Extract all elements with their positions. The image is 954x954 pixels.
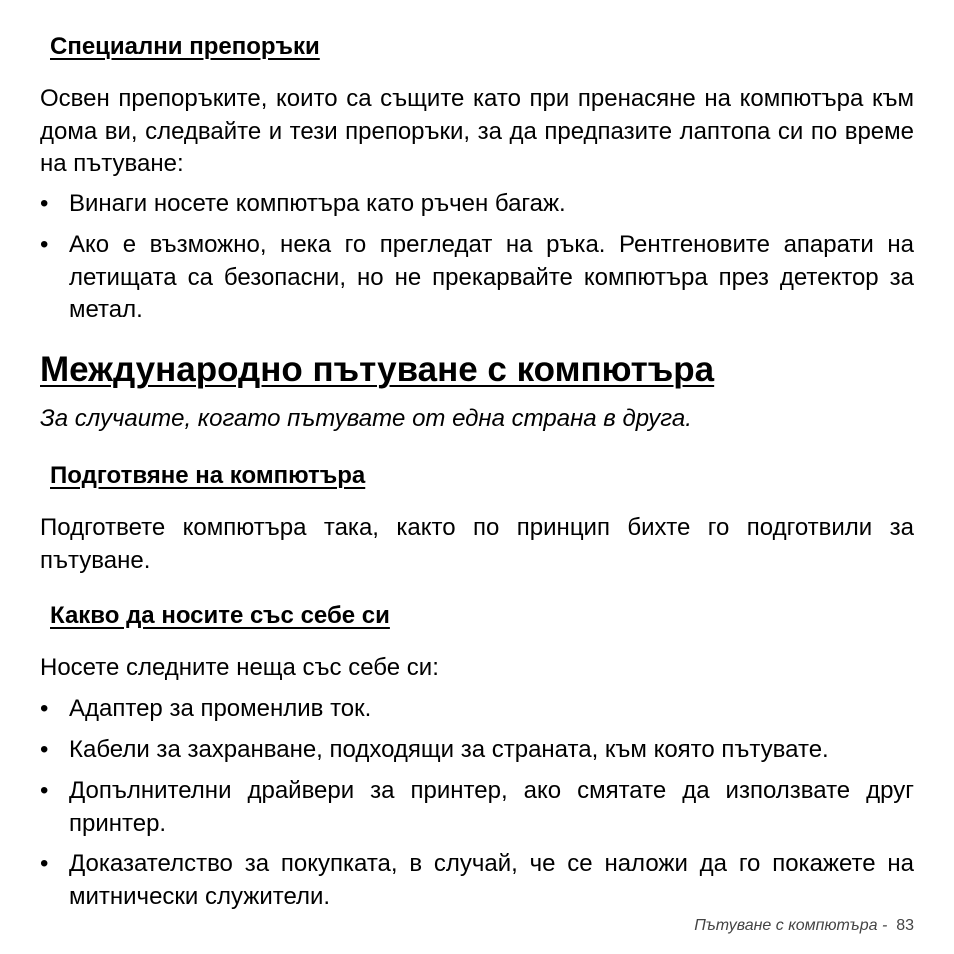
page-footer [694,917,914,935]
list-item [40,693,914,726]
list-item [40,188,914,221]
list-item-text: Допълнителни драйвери за принтер, ако смятате да използвате друг принтер. [69,777,914,837]
bullet-icon: • [40,777,49,804]
chapter-heading-international-travel: Международно пътуване с компютъра [40,350,715,389]
list-item-text: Доказателство за покупката, в случай, че се наложи да го покажете на митнически служители. [69,850,914,910]
list-item [40,775,914,840]
list-item-text: Ако е възможно, нека го прегледат на ръка. Рентгеновите апарати на летищата са безопасни, но не прекарвайте компютъра през детектор за метал. [69,231,914,323]
section-intro-paragraph: Освен препоръките, които са същите като при пренасяне на компютъра към дома ви, следвайте и тези препоръки, за да предпазите лаптопа си по време на пътуване: [40,85,914,177]
section-heading-preparing-computer: Подготвяне на компютъра [50,462,366,489]
list-item [40,734,914,767]
list-item-text: Винаги носете компютъра като ръчен багаж. [69,190,566,217]
bullet-icon: • [40,190,49,217]
footer-chapter-title: Пътуване с компютъра - [694,917,888,934]
section-heading-special-recommendations: Специални препоръки [50,33,320,60]
chapter-subtitle: За случаите, когато пътувате от една страна в друга. [40,405,692,432]
bullet-icon: • [40,231,49,258]
list-item [40,229,914,327]
bullet-icon: • [40,736,49,763]
section-intro-paragraph: Носете следните неща със себе си: [40,654,439,681]
list-item-text: Адаптер за променлив ток. [69,695,372,722]
list-item-text: Кабели за захранване, подходящи за страната, към която пътувате. [69,736,829,763]
section-paragraph: Подгответе компютъра така, както по принцип бихте го подготвили за пътуване. [40,514,914,574]
bullet-icon: • [40,850,49,877]
section-heading-what-to-bring: Какво да носите със себе си [50,602,390,629]
bullet-icon: • [40,695,49,722]
list-item [40,848,914,913]
page-number: 83 [896,917,914,934]
